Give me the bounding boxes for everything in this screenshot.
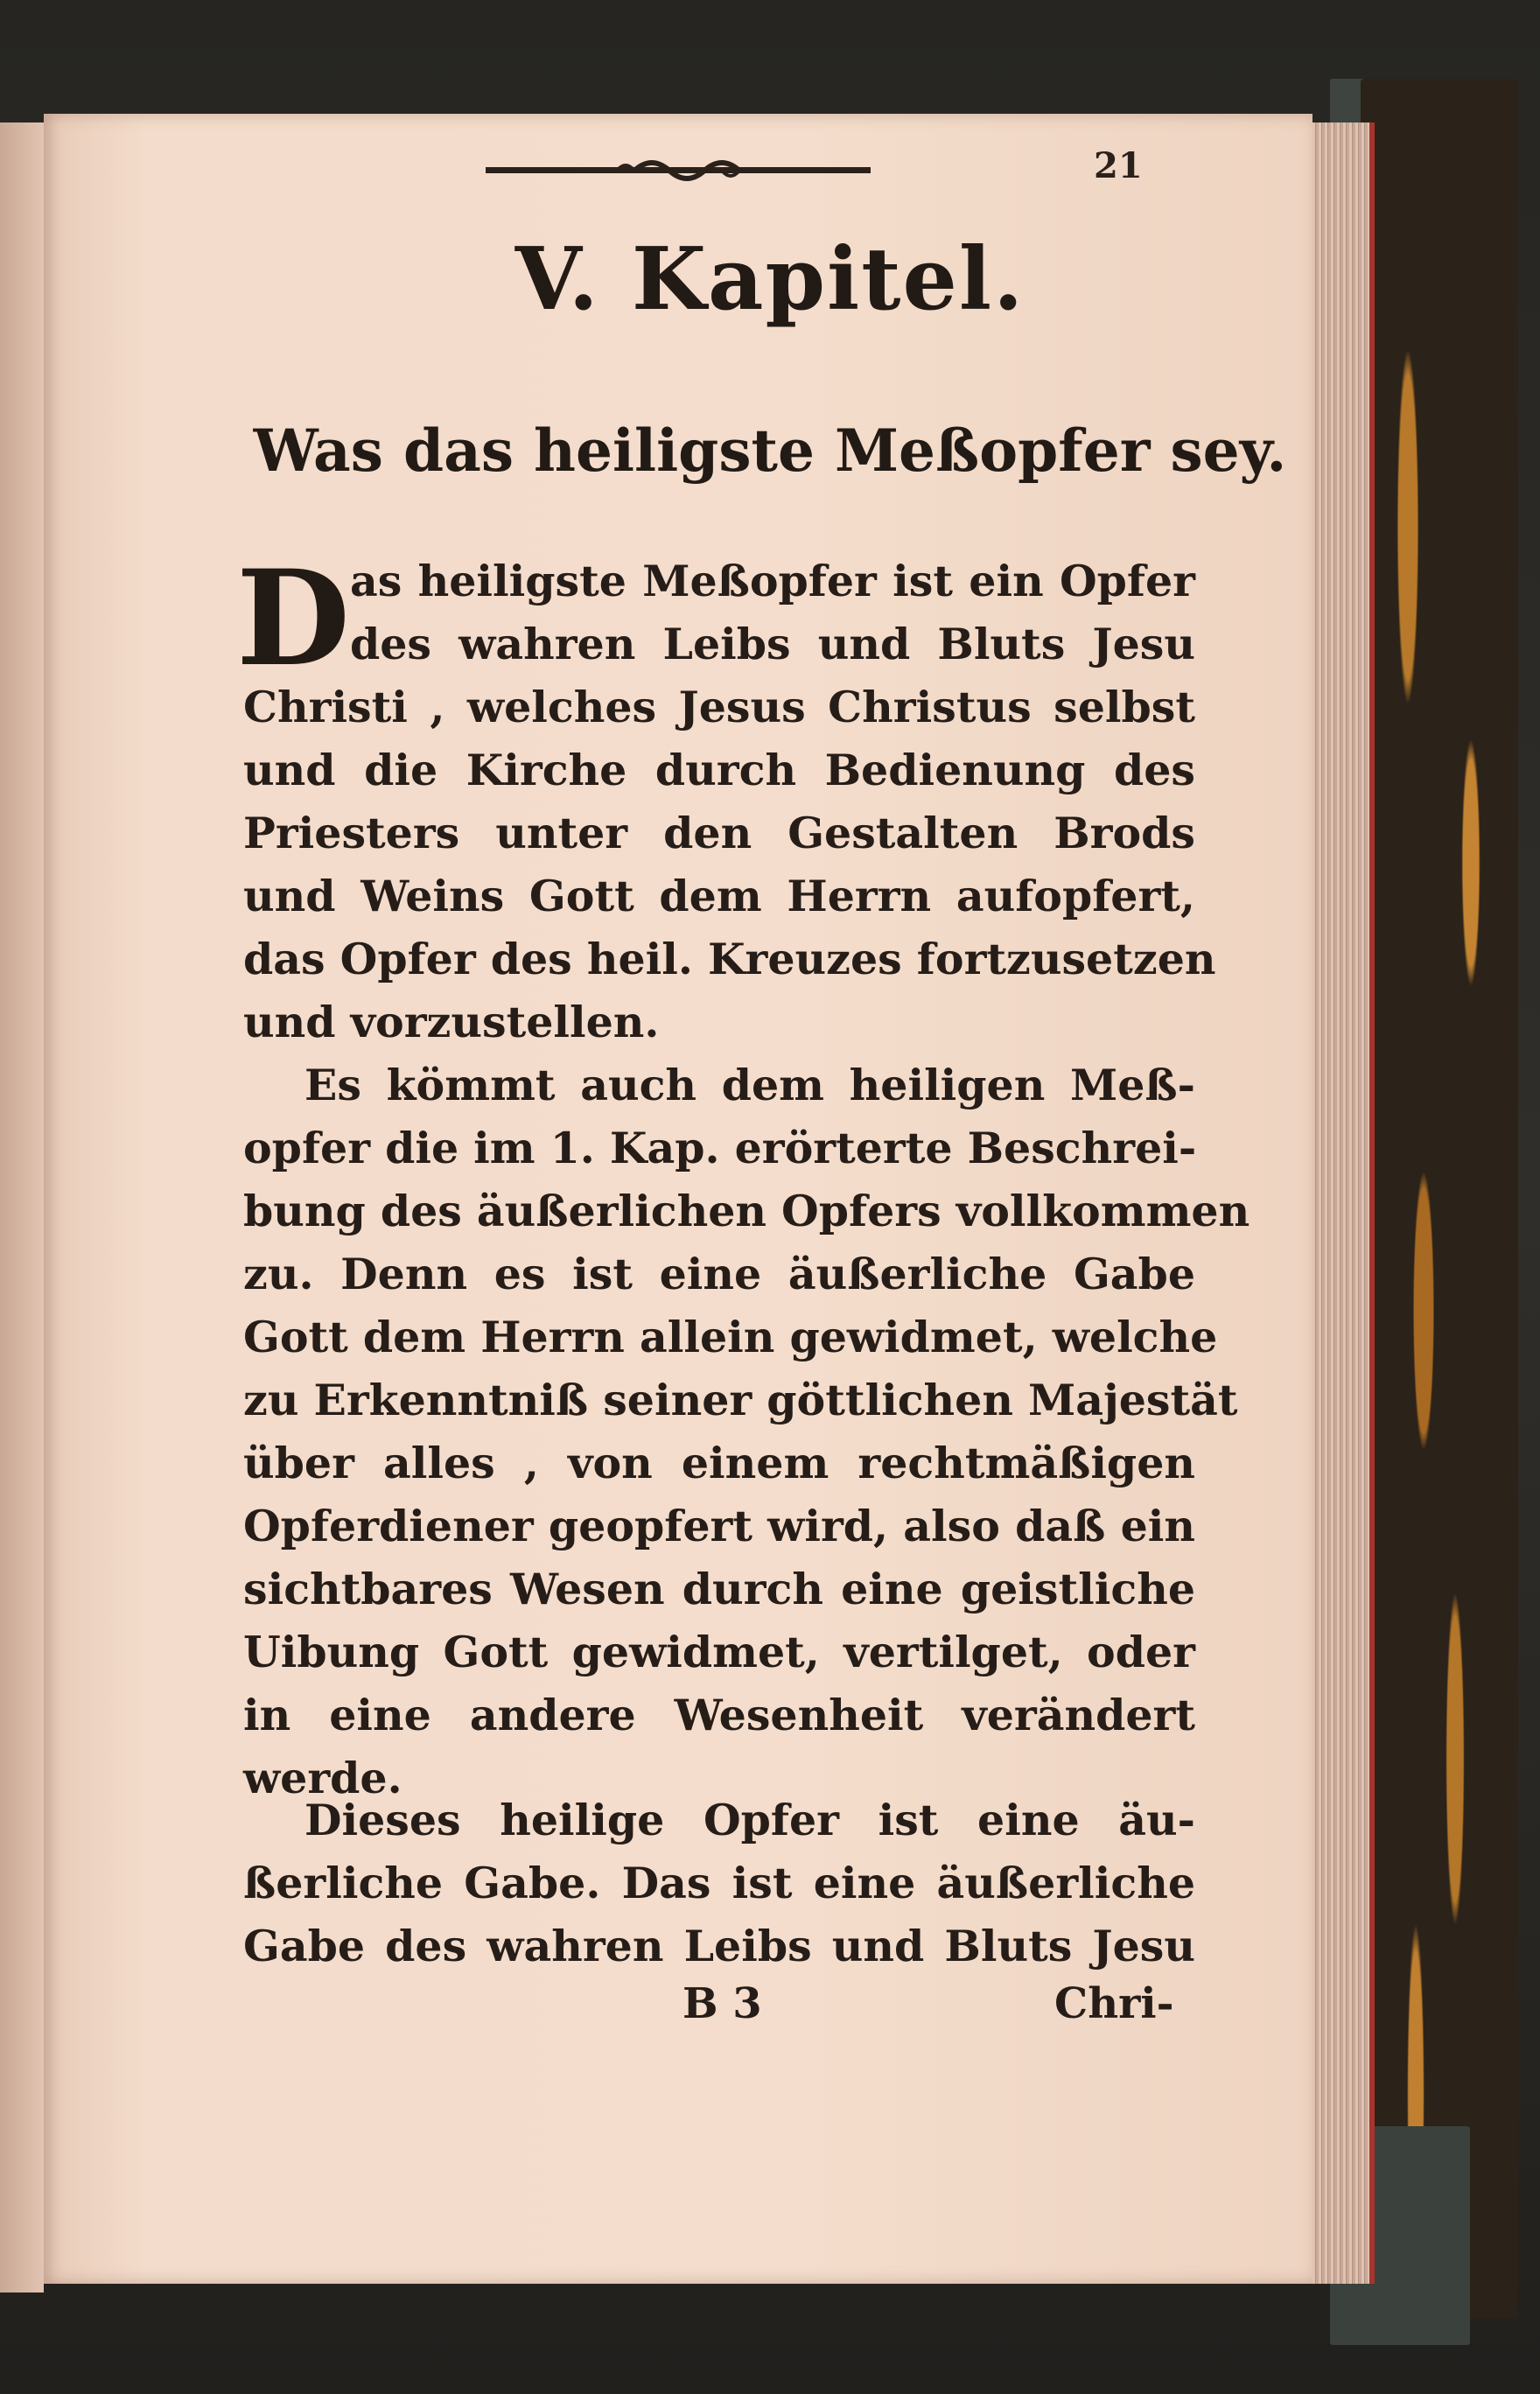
section-title: Was das heiligste Meßopfer sey. <box>253 416 1287 485</box>
text-line: bung des äußerlichen Opfers vollkommen <box>243 1186 1250 1236</box>
page-number: 21 <box>1094 145 1143 186</box>
paragraph-3 <box>243 1788 1195 1978</box>
text-line: Gott dem Herrn allein gewidmet, welche <box>243 1312 1218 1362</box>
text-line: des wahren Leibs und Bluts Jesu <box>350 619 1195 669</box>
text-line: Christi , welches Jesus Christus selbst <box>243 682 1195 732</box>
text-line: Opferdiener geopfert wird, also daß ein <box>243 1501 1195 1551</box>
text-line: Dieses heilige Opfer ist eine äu- <box>304 1795 1195 1845</box>
paragraph-2 <box>243 1054 1250 1810</box>
text-line: sichtbares Wesen durch eine geistliche <box>243 1564 1195 1614</box>
text-line: ßerliche Gabe. Das ist eine äußerliche <box>243 1858 1195 1908</box>
text-line: zu. Denn es ist eine äußerliche Gabe <box>243 1249 1195 1299</box>
drop-cap: D <box>236 542 351 696</box>
text-line: opfer die im 1. Kap. erörterte Beschrei- <box>243 1123 1197 1173</box>
paragraph-1 <box>243 676 1216 1054</box>
text-line: as heiligste Meßopfer ist ein Opfer <box>350 556 1195 606</box>
marbled-book-cover <box>1361 79 1518 2319</box>
text-line: über alles , von einem rechtmäßigen <box>243 1438 1195 1488</box>
text-line: Gabe des wahren Leibs und Bluts Jesu <box>243 1921 1195 1971</box>
signature-mark: B 3 <box>682 1979 762 2028</box>
text-line: in eine andere Wesenheit verändert <box>243 1690 1195 1740</box>
text-line: werde. <box>243 1753 402 1803</box>
text-line: Es kömmt auch dem heiligen Meß- <box>304 1060 1195 1110</box>
text-line: Uibung Gott gewidmet, vertilget, oder <box>243 1627 1195 1677</box>
text-line: Priesters unter den Gestalten Brods <box>243 808 1195 858</box>
catchword: Chri- <box>1054 1979 1174 2028</box>
header-ornament-icon <box>486 156 871 186</box>
chapter-title: V. Kapitel. <box>514 229 1026 330</box>
text-line: und Weins Gott dem Herrn aufopfert, <box>243 871 1195 921</box>
text-line: das Opfer des heil. Kreuzes fortzusetzen <box>243 934 1216 984</box>
text-line: zu Erkenntniß seiner göttlichen Majestät <box>243 1375 1238 1425</box>
text-line: und die Kirche durch Bedienung des <box>243 745 1195 795</box>
paragraph-1-opening <box>350 550 1195 676</box>
text-line: und vorzustellen. <box>243 997 660 1047</box>
